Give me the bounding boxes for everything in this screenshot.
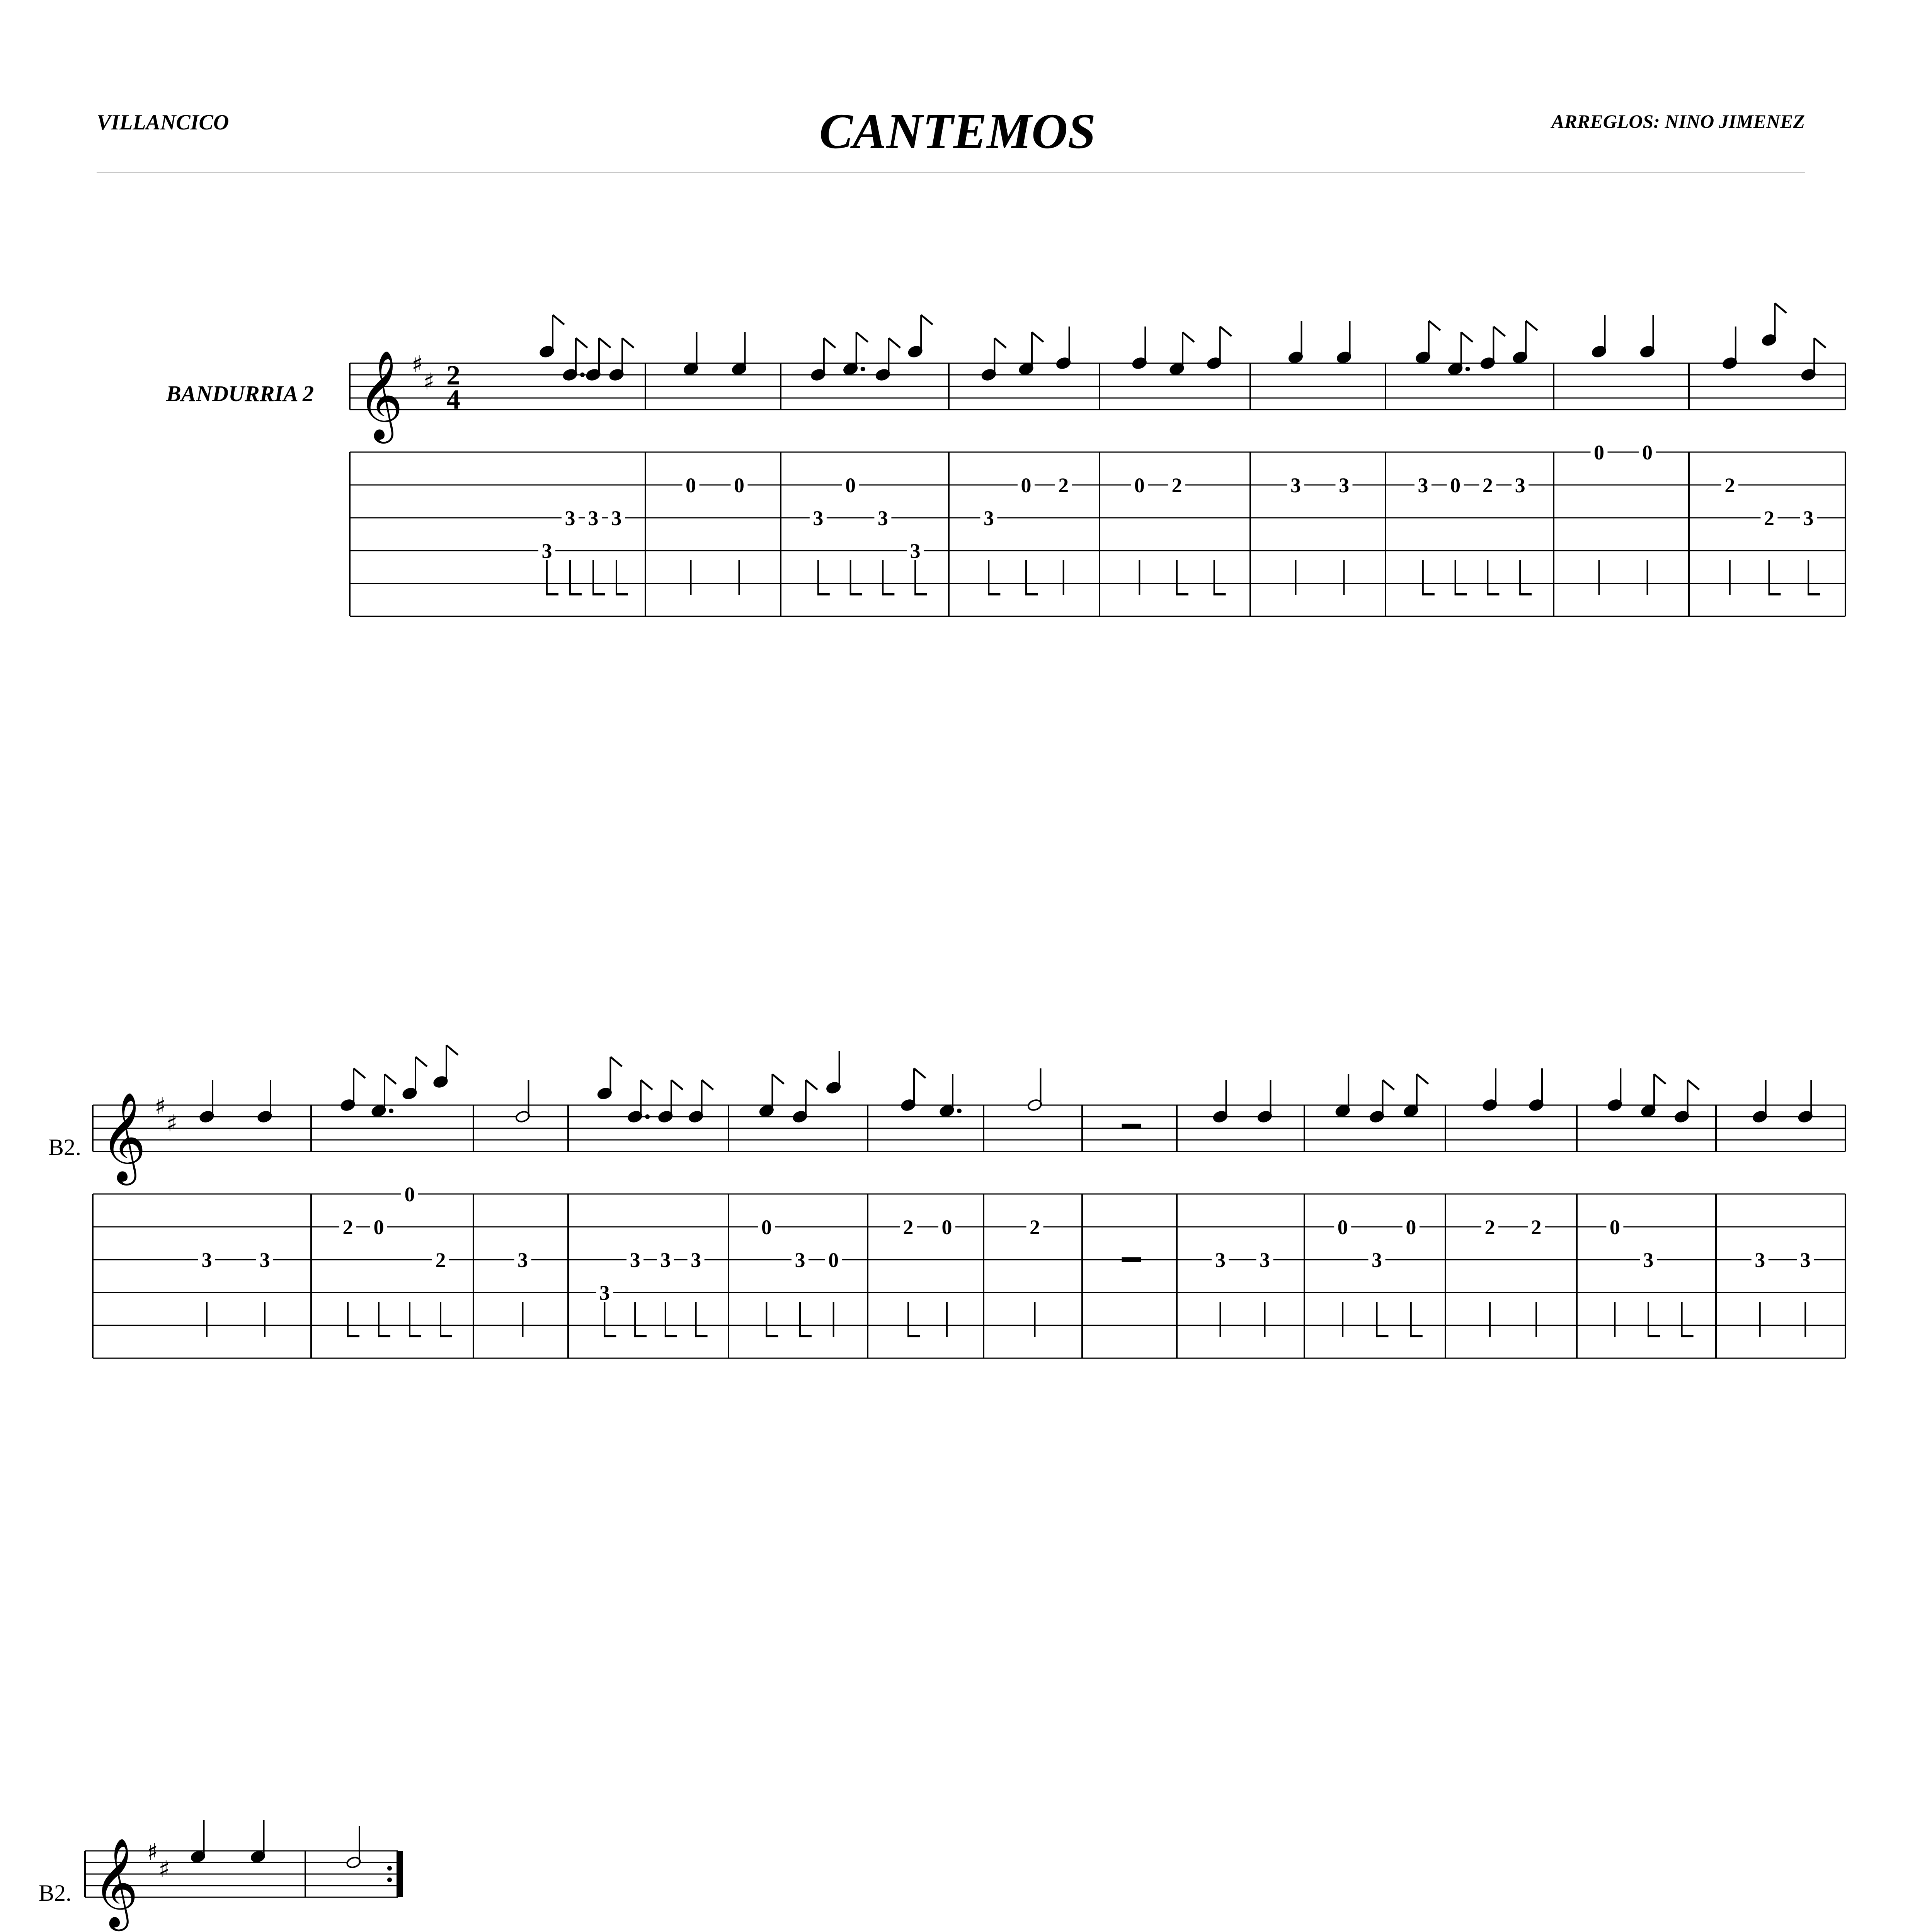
note-flag <box>914 1068 926 1078</box>
tab-fret-number: 3 <box>201 1248 212 1272</box>
note-flag <box>856 332 868 342</box>
note-dot <box>580 372 585 377</box>
score-title: CANTEMOS <box>819 104 1096 159</box>
tab-fret-number: 2 <box>1482 474 1493 497</box>
tab-fret-number: 3 <box>813 507 824 530</box>
arranger-credit: ARREGLOS: NINO JIMENEZ <box>1551 111 1805 132</box>
tab-fret-number: 2 <box>1030 1216 1040 1239</box>
tab-fret-number: 3 <box>1260 1248 1270 1272</box>
tab-fret-number: 3 <box>1800 1248 1811 1272</box>
note-flag <box>553 315 564 325</box>
key-signature-sharp: ♯ <box>147 1838 158 1866</box>
tab-fret-number: 2 <box>1058 474 1069 497</box>
tab-fret-number: 3 <box>517 1248 528 1272</box>
note-flag <box>824 338 836 348</box>
note-dot <box>389 1109 393 1113</box>
tab-fret-number: 2 <box>1531 1216 1542 1239</box>
time-signature-denominator: 4 <box>446 384 460 415</box>
tab-rest <box>1122 1257 1141 1262</box>
note-flag <box>1032 332 1043 342</box>
note-flag <box>622 338 634 348</box>
header-divider <box>97 172 1805 173</box>
tab-fret-number: 3 <box>877 507 888 530</box>
note-flag <box>599 338 611 348</box>
note-dot <box>957 1109 962 1113</box>
key-signature-sharp: ♯ <box>423 368 435 395</box>
tab-fret-number: 3 <box>660 1248 671 1272</box>
tab-fret-number: 3 <box>1290 474 1301 497</box>
tab-fret-number: 0 <box>1594 441 1604 464</box>
tab-fret-number: 3 <box>599 1281 610 1304</box>
tab-fret-number: 2 <box>1484 1216 1495 1239</box>
tab-fret-number: 3 <box>1418 474 1428 497</box>
tab-fret-number: 0 <box>828 1248 839 1272</box>
score-system-1 <box>0 340 1915 688</box>
note-dot <box>1466 367 1470 371</box>
key-signature-sharp: ♯ <box>166 1110 178 1137</box>
tab-fret-number: 3 <box>1515 474 1525 497</box>
note-flag <box>772 1074 784 1084</box>
tab-fret-number: 3 <box>795 1248 805 1272</box>
tab-fret-number: 3 <box>630 1248 640 1272</box>
tab-fret-number: 3 <box>1372 1248 1382 1272</box>
final-barline <box>397 1851 403 1897</box>
treble-clef-icon: 𝄞 <box>93 1837 139 1927</box>
treble-clef-icon: 𝄞 <box>100 1092 146 1182</box>
tab-fret-number: 0 <box>1406 1216 1416 1239</box>
time-signature-numerator: 2 <box>446 360 460 391</box>
note-flag <box>1383 1080 1394 1090</box>
tab-fret-number: 2 <box>1171 474 1182 497</box>
note-flag <box>576 338 587 348</box>
repeat-dot <box>387 1878 392 1882</box>
note-flag <box>385 1074 396 1084</box>
note-flag <box>1526 321 1537 330</box>
tab-fret-number: 0 <box>1134 474 1145 497</box>
note-flag <box>1775 303 1787 313</box>
tab-fret-number: 0 <box>404 1183 415 1206</box>
note-flag <box>610 1057 622 1066</box>
tab-fret-number: 0 <box>845 474 856 497</box>
score-system-2 <box>0 1082 1915 1430</box>
key-signature-sharp: ♯ <box>158 1856 170 1883</box>
tab-fret-number: 2 <box>435 1248 446 1272</box>
genre-label: VILLANCICO <box>97 111 229 134</box>
tab-fret-number: 3 <box>611 507 622 530</box>
note-flag <box>1654 1074 1666 1084</box>
tab-fret-number: 3 <box>541 539 552 563</box>
instrument-short-name: B2. <box>48 1134 82 1160</box>
note-flag <box>806 1080 817 1090</box>
tab-fret-number: 3 <box>588 507 599 530</box>
tab-fret-number: 3 <box>691 1248 701 1272</box>
note-flag <box>1417 1074 1428 1084</box>
tab-fret-number: 3 <box>259 1248 270 1272</box>
note-flag <box>446 1045 458 1055</box>
tab-fret-number: 0 <box>1337 1216 1348 1239</box>
note-flag <box>1461 332 1473 342</box>
tab-fret-number: 2 <box>903 1216 914 1239</box>
note-dot <box>861 367 865 371</box>
note-flag <box>1183 332 1194 342</box>
repeat-dot <box>387 1866 392 1871</box>
note-flag <box>702 1080 713 1090</box>
tab-fret-number: 0 <box>373 1216 384 1239</box>
tab-fret-number: 3 <box>1643 1248 1654 1272</box>
score-system-3 <box>0 1828 1915 1932</box>
tab-fret-number: 3 <box>565 507 575 530</box>
note-flag <box>1493 327 1505 336</box>
note-flag <box>1688 1080 1699 1090</box>
tab-fret-number: 3 <box>910 539 921 563</box>
half-rest <box>1122 1124 1141 1128</box>
tab-fret-number: 0 <box>1450 474 1461 497</box>
note-flag <box>1220 327 1232 336</box>
treble-clef-icon: 𝄞 <box>357 350 403 440</box>
tab-fret-number: 3 <box>983 507 994 530</box>
tab-fret-number: 3 <box>1215 1248 1226 1272</box>
instrument-name: BANDURRIA 2 <box>166 381 314 406</box>
tab-fret-number: 3 <box>1803 507 1814 530</box>
tab-fret-number: 2 <box>1724 474 1735 497</box>
note-flag <box>1429 321 1440 330</box>
tab-fret-number: 0 <box>761 1216 772 1239</box>
note-dot <box>645 1114 650 1119</box>
tab-fret-number: 0 <box>1642 441 1653 464</box>
tab-fret-number: 0 <box>734 474 744 497</box>
note-flag <box>415 1057 427 1066</box>
note-flag <box>354 1068 365 1078</box>
tab-fret-number: 0 <box>686 474 696 497</box>
tab-fret-number: 0 <box>941 1216 952 1239</box>
note-flag <box>641 1080 652 1090</box>
note-flag <box>921 315 933 325</box>
tab-fret-number: 2 <box>342 1216 353 1239</box>
tab-fret-number: 3 <box>1755 1248 1765 1272</box>
note-flag <box>671 1080 683 1090</box>
key-signature-sharp: ♯ <box>412 351 423 378</box>
instrument-short-name: B2. <box>39 1880 72 1906</box>
tab-fret-number: 3 <box>1339 474 1349 497</box>
tab-fret-number: 2 <box>1764 507 1774 530</box>
key-signature-sharp: ♯ <box>155 1093 166 1120</box>
tab-fret-number: 0 <box>1021 474 1032 497</box>
note-flag <box>994 338 1006 348</box>
note-flag <box>1814 338 1826 348</box>
tab-fret-number: 0 <box>1609 1216 1620 1239</box>
note-flag <box>889 338 900 348</box>
